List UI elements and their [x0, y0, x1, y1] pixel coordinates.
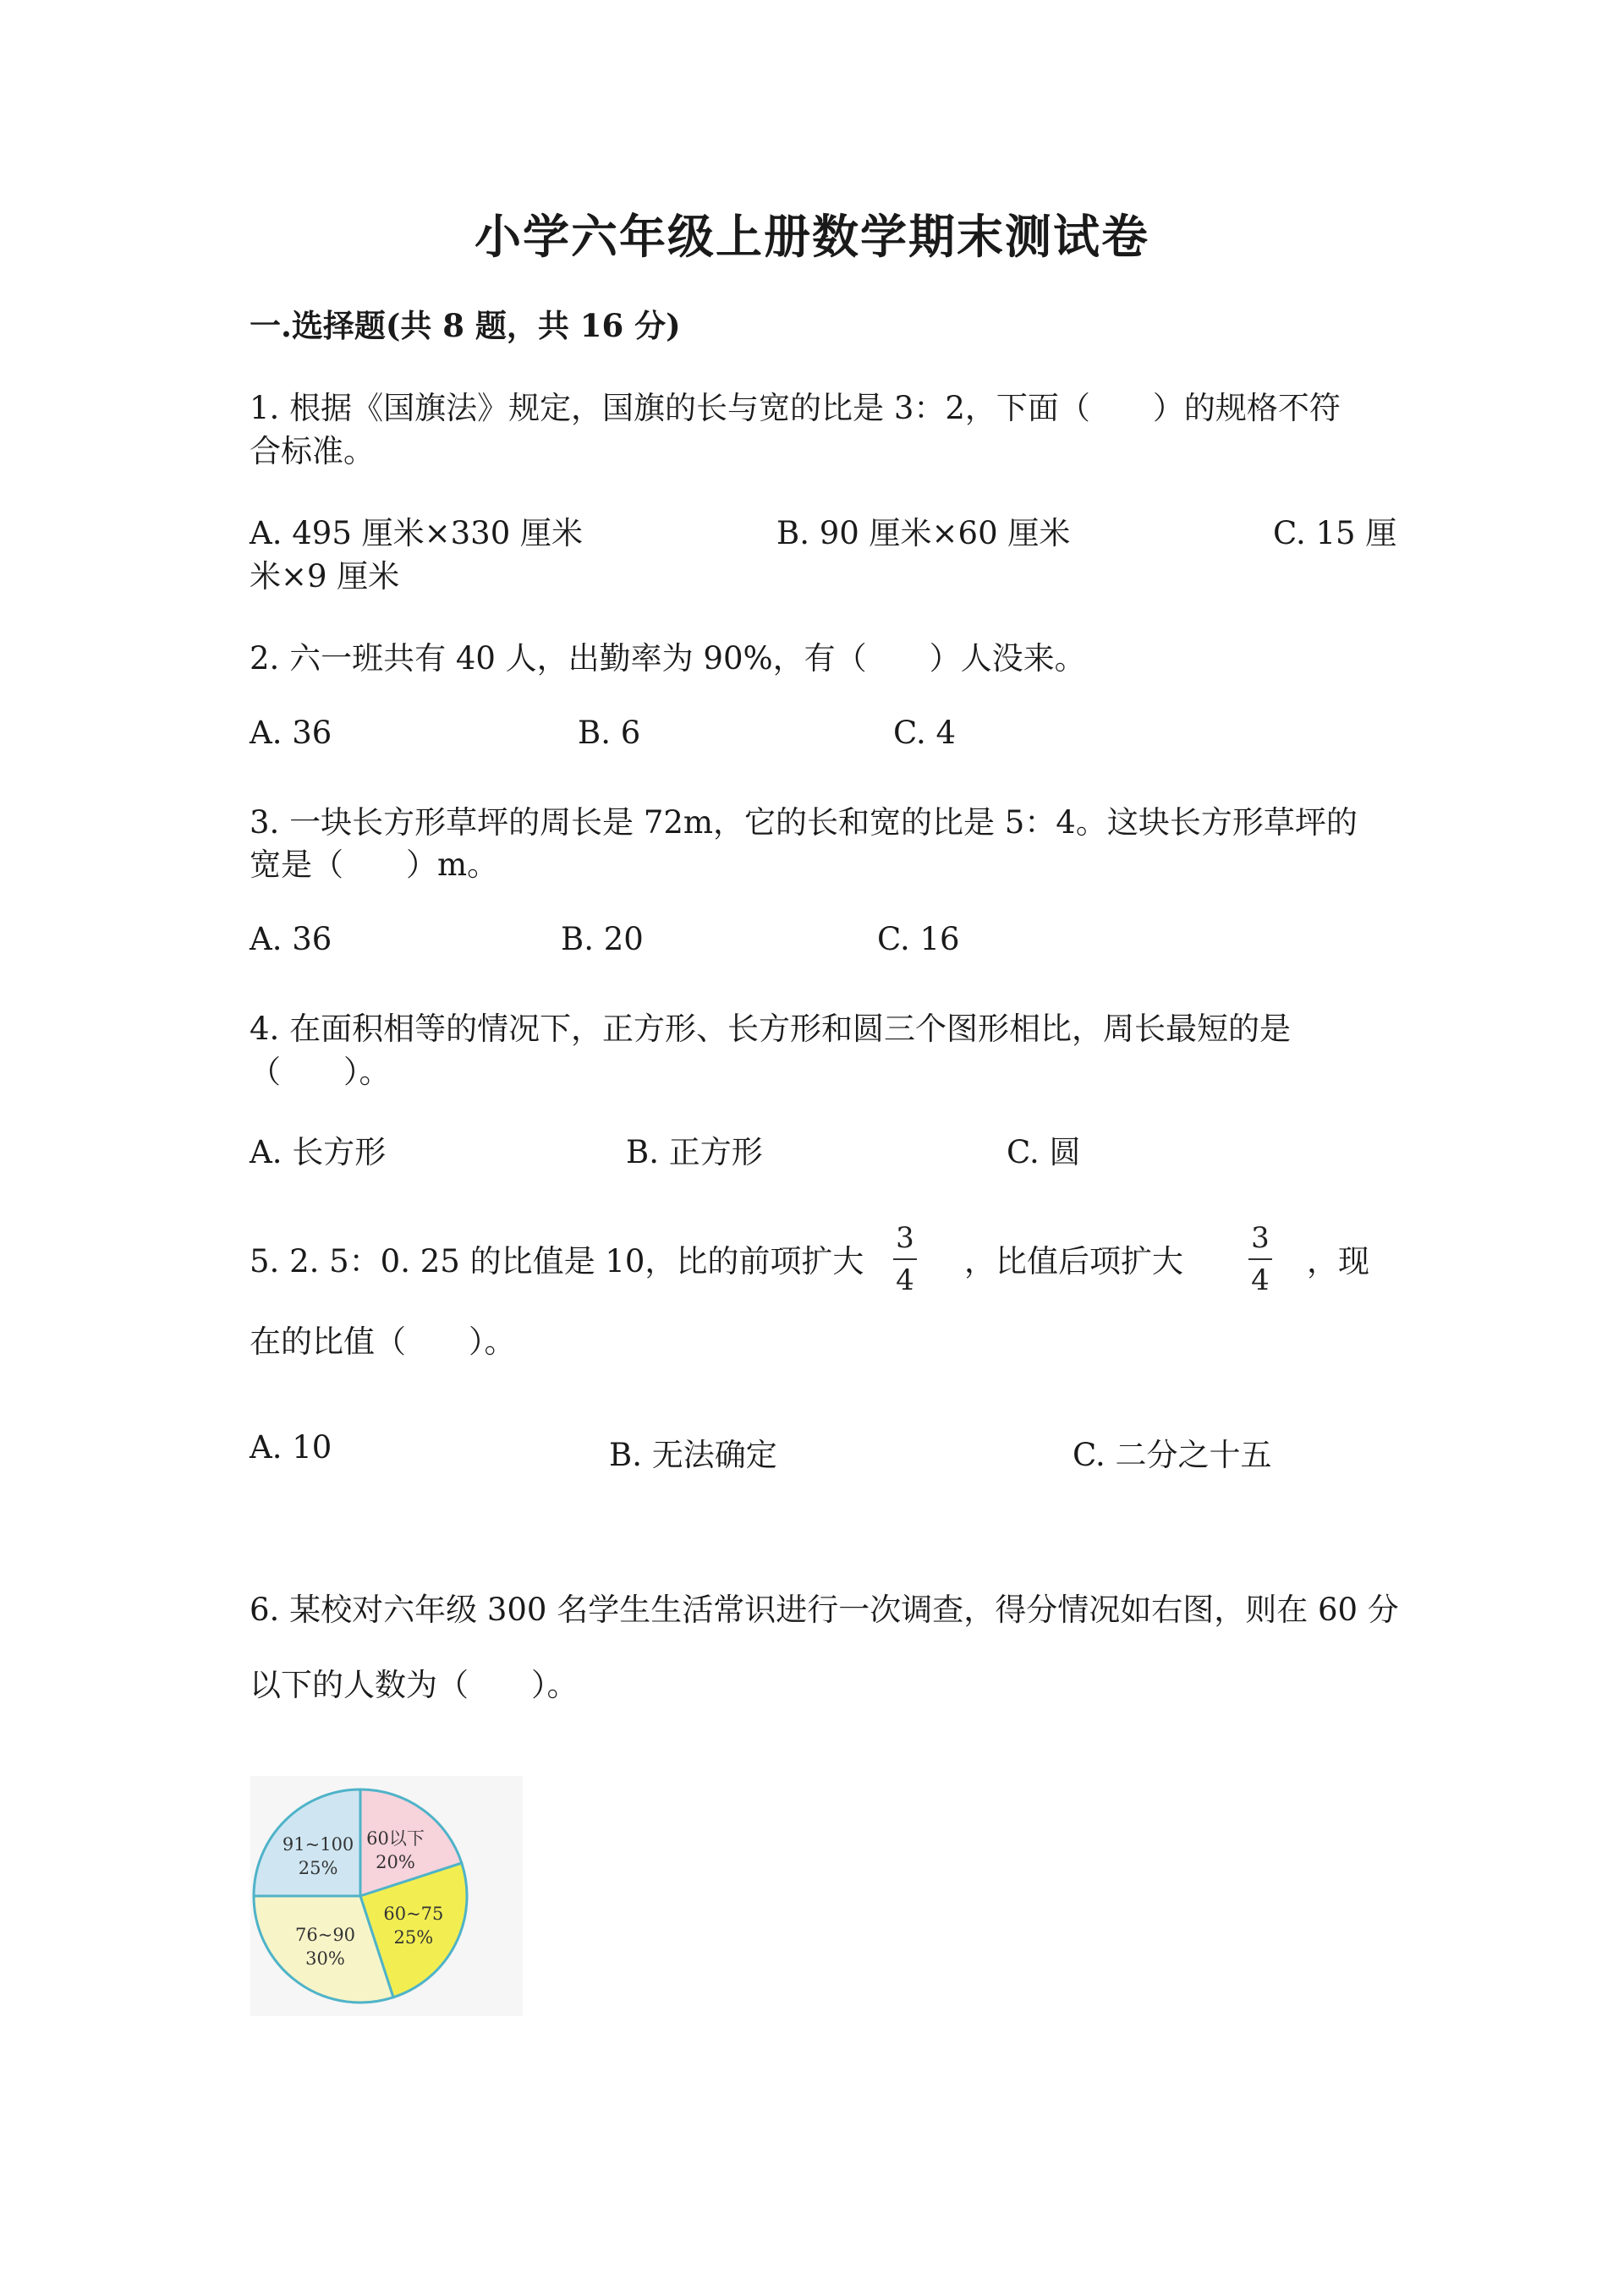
pie-slice-percent: 25%	[298, 1858, 338, 1879]
section-heading: 一.选择题(共 8 题，共 16 分)	[250, 307, 681, 344]
pie-slice-label: 91~100	[282, 1834, 354, 1855]
question-2-line-1: 2. 六一班共有 40 人，出勤率为 90%，有（ ）人没来。	[250, 640, 1086, 677]
question-1-line-1: 1. 根据《国旗法》规定，国旗的长与宽的比是 3：2，下面（ ）的规格不符	[250, 390, 1341, 426]
question-3-option-a: A. 36	[250, 921, 332, 957]
question-6-line-2: 以下的人数为（ ）。	[250, 1667, 579, 1703]
question-2-option-c: C. 4	[893, 715, 957, 751]
pie-slice-percent: 30%	[305, 1948, 345, 1970]
question-4-option-b: B. 正方形	[626, 1134, 763, 1170]
question-3-option-b: B. 20	[561, 921, 644, 957]
question-5-line-2: 在的比值（ ）。	[250, 1323, 516, 1360]
question-5-line-1-part-1: 5. 2. 5：0. 25 的比值是 10，比的前项扩大	[250, 1243, 864, 1280]
question-5-line-1-part-2: ，比值后项扩大	[964, 1243, 1183, 1280]
pie-chart-figure	[250, 1776, 523, 2016]
question-1-option-c-continued: 米×9 厘米	[250, 558, 400, 595]
question-4-option-a: A. 长方形	[250, 1134, 387, 1170]
fraction-numerator: 3	[896, 1221, 914, 1255]
question-1-line-2: 合标准。	[250, 433, 375, 469]
fraction-three-quarters-1	[888, 1221, 922, 1297]
fraction-denominator: 4	[1251, 1263, 1270, 1297]
question-2-option-a: A. 36	[250, 715, 332, 751]
question-1-option-c: C. 15 厘	[1273, 515, 1397, 551]
question-5-line-1-part-3: ，现	[1307, 1243, 1369, 1280]
question-5-option-a: A. 10	[250, 1429, 332, 1466]
question-6-line-1: 6. 某校对六年级 300 名学生生活常识进行一次调查，得分情况如右图，则在 60 分	[250, 1592, 1399, 1628]
question-4-line-2: （ ）。	[250, 1054, 391, 1090]
page-title: 小学六年级上册数学期末测试卷	[474, 209, 1149, 264]
question-4-option-c: C. 圆	[1007, 1134, 1081, 1170]
question-3-line-1: 3. 一块长方形草坪的周长是 72m，它的长和宽的比是 5：4。这块长方形草坪的	[250, 804, 1358, 841]
question-1-option-a: A. 495 厘米×330 厘米	[250, 515, 584, 551]
fraction-bar	[893, 1258, 917, 1260]
question-5-option-b: B. 无法确定	[609, 1437, 777, 1473]
question-3-line-2: 宽是（ ）m。	[250, 847, 499, 883]
pie-chart	[250, 1776, 523, 2016]
fraction-denominator: 4	[896, 1263, 914, 1297]
fraction-bar	[1248, 1258, 1272, 1260]
question-2-option-b: B. 6	[578, 715, 641, 751]
fraction-three-quarters-2	[1243, 1221, 1277, 1297]
question-5-option-c: C. 二分之十五	[1073, 1437, 1272, 1473]
pie-slice-label: 76~90	[295, 1925, 356, 1946]
question-3-option-c: C. 16	[877, 921, 960, 957]
pie-slice-label: 60~75	[383, 1904, 444, 1925]
question-4-line-1: 4. 在面积相等的情况下，正方形、长方形和圆三个图形相比，周长最短的是	[250, 1011, 1292, 1047]
pie-slice-percent: 20%	[376, 1851, 415, 1872]
fraction-numerator: 3	[1251, 1221, 1270, 1255]
question-1-option-b: B. 90 厘米×60 厘米	[776, 515, 1071, 551]
pie-slice-label: 60以下	[366, 1827, 425, 1849]
pie-slice-percent: 25%	[393, 1927, 434, 1948]
